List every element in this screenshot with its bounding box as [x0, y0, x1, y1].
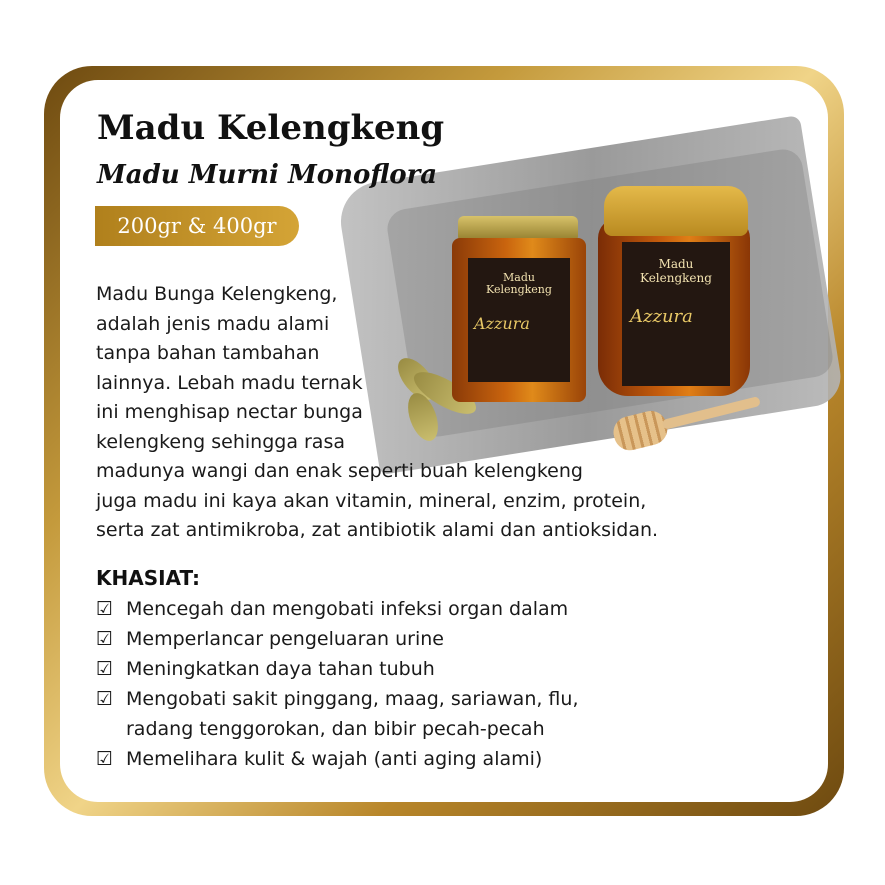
benefit-text: Memperlancar pengeluaran urine: [126, 628, 444, 650]
benefit-text: Mengobati sakit pinggang, maag, sariawan, flu,: [126, 688, 579, 710]
checkbox-checked-icon: ☑: [96, 748, 114, 770]
description-line: ini menghisap nectar bunga: [96, 401, 363, 423]
description-line: juga madu ini kaya akan vitamin, mineral, enzim, protein,: [96, 489, 647, 512]
benefit-text: Meningkatkan daya tahan tubuh: [126, 658, 435, 680]
small-jar-label-line1: Madu: [503, 271, 535, 284]
description-line: lainnya. Lebah madu ternak: [96, 371, 363, 394]
benefit-item: [96, 684, 776, 744]
benefit-text-continuation: radang tenggorokan, dan bibir pecah-pecah: [126, 718, 545, 740]
small-jar-label-line2: Kelengkeng: [486, 283, 552, 296]
checkbox-checked-icon: ☑: [96, 598, 114, 620]
benefit-text: Mencegah dan mengobati infeksi organ dalam: [126, 598, 569, 620]
size-badge: 200gr & 400gr: [95, 206, 299, 246]
checkbox-checked-icon: ☑: [96, 658, 114, 680]
large-jar-cloth-cover: [604, 186, 748, 236]
benefits-heading: KHASIAT:: [96, 566, 201, 590]
product-title: Madu Kelengkeng: [97, 108, 445, 148]
large-jar-brand: Azzura: [630, 306, 693, 327]
product-subtitle: Madu Murni Monoflora: [97, 160, 438, 190]
large-jar-label-line2: Kelengkeng: [640, 271, 712, 285]
benefit-text: Memelihara kulit & wajah (anti aging alami): [126, 748, 543, 770]
large-jar-label-line1: Madu: [658, 257, 694, 271]
benefits-list: [96, 594, 776, 774]
product-description: [96, 280, 736, 546]
description-line: kelengkeng sehingga rasa: [96, 430, 345, 453]
checkbox-checked-icon: ☑: [96, 628, 114, 650]
checkbox-checked-icon: ☑: [96, 688, 114, 710]
description-line: serta zat antimikroba, zat antibiotik alami dan antioksidan.: [96, 519, 659, 541]
description-line: adalah jenis madu alami: [96, 312, 330, 335]
description-line: Madu Bunga Kelengkeng,: [96, 283, 338, 305]
description-line: madunya wangi dan enak seperti buah kelengkeng: [96, 460, 583, 482]
benefit-item: [96, 624, 776, 654]
description-line: tanpa bahan tambahan: [96, 342, 320, 364]
benefit-item: [96, 594, 776, 624]
benefit-item: [96, 744, 776, 774]
small-jar-brand: Azzura: [474, 314, 530, 333]
benefit-item: [96, 654, 776, 684]
